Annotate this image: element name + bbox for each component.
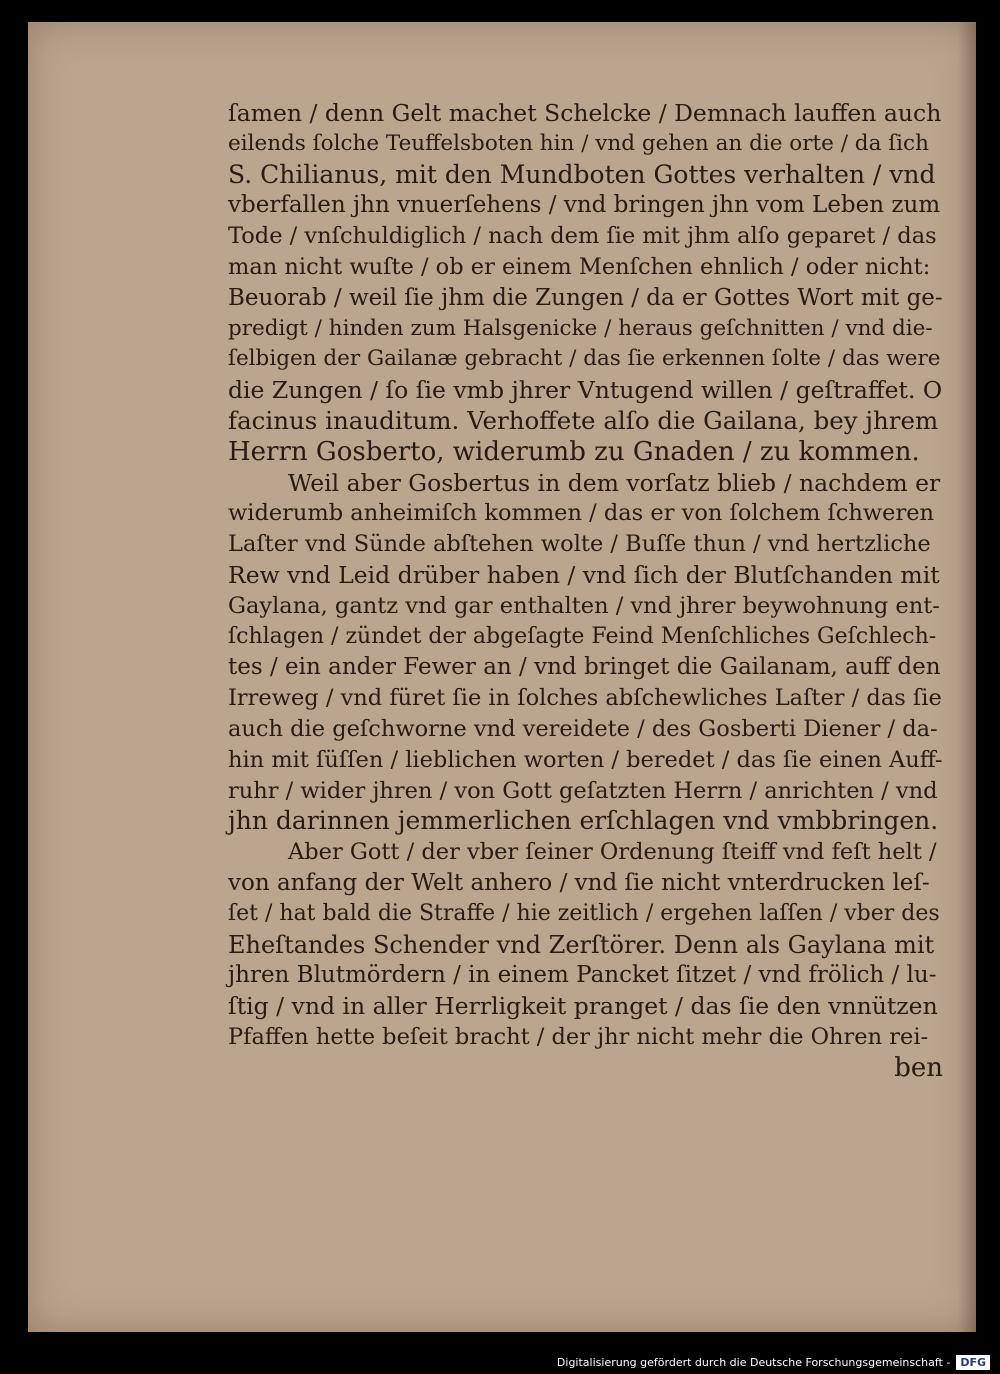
text-line: hin mit ſüſſen / lieblichen worten / beredet / das ſie einen Auff-	[228, 746, 943, 773]
text-line: Tode / vnſchuldiglich / nach dem ſie mit jhm alſo geparet / das	[228, 223, 937, 250]
text-line: die Zungen / ſo ſie vmb jhrer Vntugend willen / geſtraffet. O	[228, 376, 943, 405]
paragraph-start-line: Aber Gott / der vber ſeiner Ordenung ſteiff vnd feſt helt /	[288, 839, 937, 866]
text-line: ſchlagen / zündet der abgeſagte Feind Menſchliches Geſchlech-	[228, 623, 937, 649]
text-line: S. Chilianus, mit den Mundboten Gottes verhalten / vnd	[228, 159, 936, 189]
text-line: eilends ſolche Teuffelsboten hin / vnd gehen an die orte / da ſich	[228, 130, 929, 156]
text-line: man nicht wuſte / ob er einem Menſchen ehnlich / oder nicht:	[228, 253, 931, 280]
text-line: Pfaffen hette beſeit bracht / der jhr nicht mehr die Ohren rei-	[228, 1023, 929, 1050]
text-line: Irreweg / vnd füret ſie in ſolches abſchewliches Laſter / das ſie	[228, 685, 942, 712]
text-line: Laſter vnd Sünde abſtehen wolte / Buſſe thun / vnd hertzliche	[228, 531, 931, 558]
text-line: Gaylana, gantz vnd gar enthalten / vnd jhrer beywohnung ent-	[228, 592, 940, 619]
funding-footer	[0, 1350, 1000, 1374]
funding-text: Digitalisierung gefördert durch die Deutsche Forschungsgemeinschaft -	[556, 1355, 951, 1369]
text-line: ſamen / denn Gelt machet Schelcke / Demnach lauffen auch	[228, 99, 942, 127]
text-line: tes / ein ander Fewer an / vnd bringet die Gailanam, auff den	[228, 654, 941, 681]
text-line: ſtig / vnd in aller Herrligkeit pranget / das ſie den vnnützen	[228, 992, 938, 1021]
text-line: auch die geſchworne vnd vereidete / des Gosberti Diener / da-	[228, 715, 938, 742]
text-line: ruhr / wider jhren / von Gott geſatzten Herrn / anrichten / vnd	[228, 777, 938, 804]
text-line: ſelbigen der Gailanæ gebracht / das ſie erkennen ſolte / das were	[228, 346, 941, 372]
dfg-logo: DFG	[956, 1355, 990, 1370]
text-line: ſet / hat bald die Straffe / hie zeitlich / ergehen laſſen / vber des	[228, 900, 940, 926]
body-text	[228, 98, 943, 1084]
text-line: Eheſtandes Schender vnd Zerſtörer. Denn als Gaylana mit	[228, 930, 935, 959]
text-line: jhren Blutmördern / in einem Pancket ſitzet / vnd frölich / lu-	[228, 962, 937, 989]
text-line: facinus inauditum. Verhoffete alſo die Gailana, bey jhrem	[228, 405, 939, 435]
text-line: predigt / hinden zum Halsgenicke / heraus geſchnitten / vnd die-	[228, 315, 933, 341]
text-line: Herrn Gosberto, widerumb zu Gnaden / zu kommen.	[228, 436, 920, 467]
document-page	[28, 22, 976, 1332]
text-line: Rew vnd Leid drüber haben / vnd ſich der Blutſchanden mit	[228, 560, 940, 589]
paragraph-start-line: Weil aber Gosbertus in dem vorſatz blieb / nachdem er	[288, 468, 941, 497]
text-line: von anfang der Welt anhero / vnd ſie nicht vnterdrucken leſ-	[228, 869, 930, 896]
text-line: vberfallen jhn vnuerſehens / vnd bringen jhn vom Leben zum	[228, 192, 941, 219]
text-line: jhn darinnen jemmerlichen erſchlagen vnd vmbbringen.	[228, 806, 939, 836]
text-line: Beuorab / weil ſie jhm die Zungen / da er Gottes Wort mit ge-	[228, 284, 943, 311]
catchword: ben	[894, 1052, 943, 1083]
page-edge-shadow	[958, 22, 976, 1332]
text-line: widerumb anheimiſch kommen / das er von ſolchem ſchweren	[228, 500, 935, 527]
